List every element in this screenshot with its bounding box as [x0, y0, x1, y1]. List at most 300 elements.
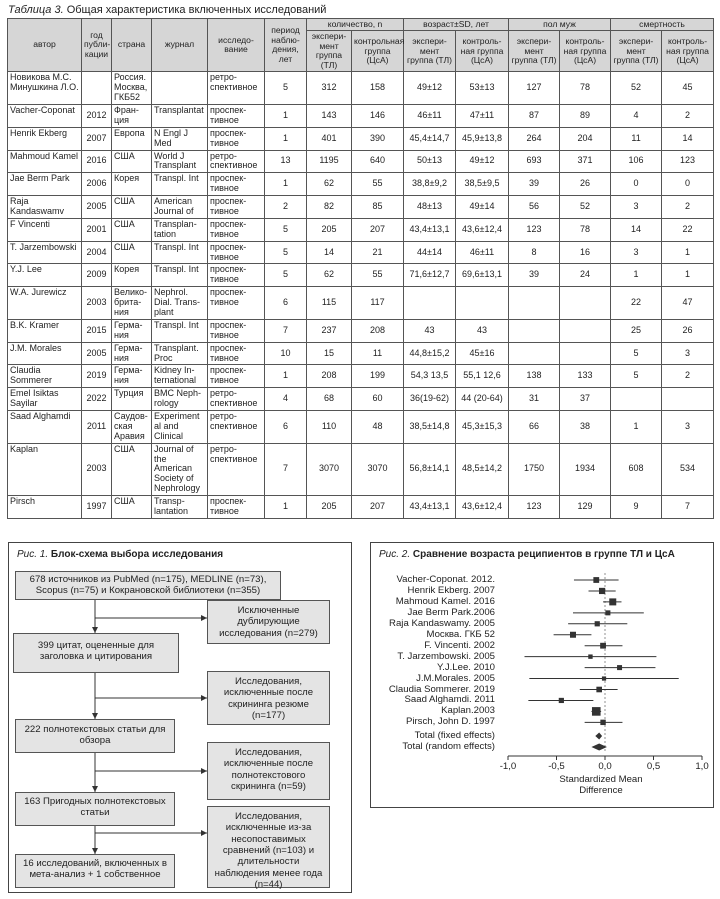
cell-mort-exp	[611, 388, 662, 411]
cell-study: проспективное	[208, 218, 265, 241]
cell-male-ctrl: 52	[560, 196, 611, 219]
cell-author: Jae Berm Park	[8, 173, 82, 196]
cell-year: 2005	[82, 196, 112, 219]
cell-country: Россия. Москва, ГКБ52	[112, 72, 152, 105]
cell-n-exp: 205	[307, 218, 352, 241]
forest-plot-figure	[370, 542, 714, 808]
cell-period: 6	[265, 287, 307, 320]
cell-country: США	[112, 496, 152, 519]
cell-n-exp: 208	[307, 365, 352, 388]
cell-mort-ctrl: 534	[662, 443, 714, 495]
cell-male-ctrl: 26	[560, 173, 611, 196]
cell-period: 10	[265, 342, 307, 365]
cell-author: Новикова М.С. Минушкина Л.О.	[8, 72, 82, 105]
cell-male-exp	[509, 342, 560, 365]
cell-study: проспективное	[208, 496, 265, 519]
cell-country: США	[112, 443, 152, 495]
cell-mort-ctrl: 3	[662, 410, 714, 443]
table-row	[8, 410, 714, 443]
cell-male-ctrl: 38	[560, 410, 611, 443]
cell-age-exp: 45,4±14,7	[404, 127, 456, 150]
cell-study: ретроспективное	[208, 388, 265, 411]
cell-period: 5	[265, 241, 307, 264]
cell-year: 2001	[82, 218, 112, 241]
cell-age-exp: 38,8±9,2	[404, 173, 456, 196]
header-author: автор	[8, 19, 82, 72]
cell-male-ctrl: 24	[560, 264, 611, 287]
cell-country: Турция	[112, 388, 152, 411]
effect-square	[595, 621, 600, 626]
cell-author: J.M. Morales	[8, 342, 82, 365]
total-random-label: Total (random effects)	[402, 741, 495, 752]
cell-journal: Kidney International	[152, 365, 208, 388]
cell-journal: Nephrol. Dial. Transplant	[152, 287, 208, 320]
cell-n-ctrl: 55	[352, 173, 404, 196]
table-caption-label: Таблица 3.	[8, 4, 64, 16]
table-row	[8, 72, 714, 105]
table-row	[8, 196, 714, 219]
cell-country: Великобритания	[112, 287, 152, 320]
cell-mort-exp: 1	[611, 410, 662, 443]
table-row	[8, 218, 714, 241]
cell-age-ctrl: 46±11	[456, 241, 509, 264]
cell-mort-ctrl: 123	[662, 150, 714, 173]
cell-study: проспективное	[208, 264, 265, 287]
cell-year: 2015	[82, 319, 112, 342]
cell-male-ctrl	[560, 287, 611, 320]
cell-period: 7	[265, 319, 307, 342]
total-fixed-label: Total (fixed effects)	[414, 730, 495, 741]
cell-age-exp: 38,5±14,8	[404, 410, 456, 443]
cell-period: 1	[265, 104, 307, 127]
cell-journal: Transplantation	[152, 218, 208, 241]
cell-male-exp: 8	[509, 241, 560, 264]
header-male-exp: эксперимент группа (ТЛ)	[509, 31, 560, 72]
cell-n-ctrl: 207	[352, 218, 404, 241]
cell-age-ctrl: 45±16	[456, 342, 509, 365]
cell-age-ctrl: 43,6±12,4	[456, 496, 509, 519]
cell-journal: Transplant. Proc	[152, 342, 208, 365]
cell-n-ctrl: 85	[352, 196, 404, 219]
study-label: Raja Kandaswamy. 2005	[389, 617, 495, 629]
study-label: Saad Alghamdi. 2011	[404, 694, 495, 706]
cell-male-exp	[509, 287, 560, 320]
cell-n-exp: 62	[307, 173, 352, 196]
cell-n-exp: 82	[307, 196, 352, 219]
forest-plot	[371, 543, 715, 809]
cell-mort-ctrl: 45	[662, 72, 714, 105]
cell-author: Vacher-Coponat	[8, 104, 82, 127]
cell-n-exp: 237	[307, 319, 352, 342]
flow-box-included: 16 исследований, включенных в мета-анализ + 1 собственное	[15, 854, 175, 888]
cell-mort-exp: 9	[611, 496, 662, 519]
cell-age-exp: 43,4±13,1	[404, 496, 456, 519]
cell-period: 5	[265, 72, 307, 105]
cell-age-ctrl: 53±13	[456, 72, 509, 105]
study-label: Москва. ГКБ 52	[426, 628, 495, 640]
cell-n-ctrl: 3070	[352, 443, 404, 495]
cell-male-ctrl: 89	[560, 104, 611, 127]
cell-year: 2007	[82, 127, 112, 150]
flow-box-fulltext-review: 222 полнотекстовых статьи для обзора	[15, 719, 175, 753]
cell-author: Y.J. Lee	[8, 264, 82, 287]
study-label: Kaplan.2003	[441, 705, 495, 717]
cell-mort-ctrl: 0	[662, 173, 714, 196]
cell-journal: Transplantation	[152, 496, 208, 519]
cell-author: Kaplan	[8, 443, 82, 495]
effect-square	[588, 654, 592, 658]
effect-square	[617, 665, 622, 670]
cell-study: проспективное	[208, 287, 265, 320]
cell-n-exp: 68	[307, 388, 352, 411]
cell-year: 2012	[82, 104, 112, 127]
cell-study: ретроспективное	[208, 150, 265, 173]
cell-age-ctrl: 69,6±13,1	[456, 264, 509, 287]
study-label: J.M.Morales. 2005	[416, 672, 495, 684]
cell-male-ctrl: 204	[560, 127, 611, 150]
cell-n-exp: 1195	[307, 150, 352, 173]
table-row	[8, 241, 714, 264]
header-count-ctrl: контрольная группа (ЦсА)	[352, 31, 404, 72]
cell-period: 13	[265, 150, 307, 173]
cell-age-ctrl: 44 (20-64)	[456, 388, 509, 411]
cell-age-exp	[404, 287, 456, 320]
cell-country: Германия	[112, 365, 152, 388]
cell-age-ctrl: 48,5±14,2	[456, 443, 509, 495]
effect-square	[592, 707, 601, 716]
cell-year: 2016	[82, 150, 112, 173]
header-male-ctrl: контрольная группа (ЦсА)	[560, 31, 611, 72]
table-caption-text: Общая характеристика включенных исследований	[66, 4, 327, 16]
study-label: F. Vincenti. 2002	[424, 639, 495, 651]
effect-square	[596, 687, 602, 693]
cell-mort-exp: 106	[611, 150, 662, 173]
cell-mort-exp: 11	[611, 127, 662, 150]
study-label: Vacher-Coponat. 2012.	[396, 574, 495, 585]
cell-male-exp: 127	[509, 72, 560, 105]
cell-period: 5	[265, 218, 307, 241]
study-label: Jae Berm Park.2006	[407, 606, 495, 618]
header-mort-ctrl: контрольная группа (ЦсА)	[662, 31, 714, 72]
cell-age-ctrl: 55,1 12,6	[456, 365, 509, 388]
table-row	[8, 388, 714, 411]
cell-period: 1	[265, 127, 307, 150]
cell-country: США	[112, 218, 152, 241]
cell-male-exp: 87	[509, 104, 560, 127]
cell-journal: Transpl. Int	[152, 241, 208, 264]
study-label: T. Jarzembowski. 2005	[397, 650, 495, 662]
effect-square	[593, 577, 599, 583]
cell-n-exp: 115	[307, 287, 352, 320]
flow-box-citations: 399 цитат, оцененные для заголовка и цитирования	[13, 633, 179, 673]
forest-plot-title-text: Сравнение возраста реципиентов в группе ТЛ и ЦсА	[412, 549, 675, 560]
cell-male-exp: 66	[509, 410, 560, 443]
cell-year: 2022	[82, 388, 112, 411]
cell-country: Корея	[112, 264, 152, 287]
cell-n-ctrl: 640	[352, 150, 404, 173]
cell-year: 2003	[82, 443, 112, 495]
cell-study: ретроспективное	[208, 443, 265, 495]
cell-age-ctrl	[456, 287, 509, 320]
cell-author: Claudia Sommerer	[8, 365, 82, 388]
header-age-exp: эксперимент группа (ТЛ)	[404, 31, 456, 72]
cell-age-exp: 48±13	[404, 196, 456, 219]
table-row	[8, 443, 714, 495]
cell-country: Корея	[112, 173, 152, 196]
cell-male-exp: 39	[509, 173, 560, 196]
cell-period: 7	[265, 443, 307, 495]
cell-study: ретроспективное	[208, 72, 265, 105]
cell-year: 2009	[82, 264, 112, 287]
cell-study: проспективное	[208, 173, 265, 196]
cell-age-ctrl: 49±12	[456, 150, 509, 173]
table-row	[8, 496, 714, 519]
flowchart-title-text: Блок-схема выбора исследования	[50, 549, 224, 560]
cell-mort-exp: 5	[611, 365, 662, 388]
table-row	[8, 173, 714, 196]
cell-journal: Transpl. Int	[152, 319, 208, 342]
cell-male-exp: 56	[509, 196, 560, 219]
cell-country: США	[112, 150, 152, 173]
forest-plot-label: Рис. 2.	[379, 549, 411, 560]
flowchart-label: Рис. 1.	[17, 549, 49, 560]
cell-male-ctrl: 129	[560, 496, 611, 519]
table-row	[8, 365, 714, 388]
table-row	[8, 150, 714, 173]
cell-age-exp: 54,3 13,5	[404, 365, 456, 388]
effect-square	[600, 643, 606, 649]
header-male: пол муж	[509, 19, 611, 31]
cell-age-ctrl: 43	[456, 319, 509, 342]
cell-country: Саудовская Аравия	[112, 410, 152, 443]
header-mort-exp: эксперимент группа (ТЛ)	[611, 31, 662, 72]
table-row	[8, 342, 714, 365]
cell-mort-ctrl: 3	[662, 342, 714, 365]
cell-study: ретроспективное	[208, 410, 265, 443]
cell-male-ctrl: 371	[560, 150, 611, 173]
flow-side-abstract-screening: Исследования, исключенные после скрининга резюме (n=177)	[207, 671, 330, 725]
cell-age-exp: 71,6±12,7	[404, 264, 456, 287]
cell-mort-exp: 3	[611, 241, 662, 264]
cell-age-ctrl: 45,3±15,3	[456, 410, 509, 443]
cell-n-ctrl: 21	[352, 241, 404, 264]
cell-n-ctrl: 207	[352, 496, 404, 519]
cell-mort-ctrl: 47	[662, 287, 714, 320]
table-row	[8, 264, 714, 287]
cell-study: проспективное	[208, 241, 265, 264]
cell-author: Raja Kandaswamv	[8, 196, 82, 219]
studies-table	[7, 18, 714, 519]
cell-age-exp: 49±12	[404, 72, 456, 105]
cell-journal: N Engl J Med	[152, 127, 208, 150]
effect-square	[602, 676, 606, 680]
cell-author: T. Jarzembowski	[8, 241, 82, 264]
x-tick-label: 0,0	[598, 761, 612, 772]
cell-author: Henrik Ekberg	[8, 127, 82, 150]
cell-year: 2006	[82, 173, 112, 196]
study-label: Pirsch, John D. 1997	[405, 716, 495, 728]
cell-male-ctrl: 16	[560, 241, 611, 264]
cell-period: 6	[265, 410, 307, 443]
cell-mort-ctrl: 2	[662, 104, 714, 127]
cell-author: F Vincenti	[8, 218, 82, 241]
flow-side-fulltext-screening: Исследования, исключенные после полнотекстового скрининга (n=59)	[207, 742, 330, 800]
cell-male-ctrl	[560, 319, 611, 342]
cell-n-ctrl: 199	[352, 365, 404, 388]
cell-n-ctrl: 48	[352, 410, 404, 443]
header-age-ctrl: контрольная группа (ЦсА)	[456, 31, 509, 72]
cell-study: проспективное	[208, 104, 265, 127]
cell-mort-exp: 0	[611, 173, 662, 196]
cell-country: США	[112, 196, 152, 219]
cell-n-ctrl: 390	[352, 127, 404, 150]
cell-n-ctrl: 158	[352, 72, 404, 105]
table-row	[8, 319, 714, 342]
header-country: страна	[112, 19, 152, 72]
x-tick-label: -0,5	[548, 761, 565, 772]
cell-country: Германия	[112, 319, 152, 342]
cell-male-exp: 1750	[509, 443, 560, 495]
cell-age-exp: 44±14	[404, 241, 456, 264]
effect-square	[605, 610, 610, 615]
cell-journal: Transpl. Int	[152, 264, 208, 287]
cell-male-ctrl	[560, 342, 611, 365]
cell-period: 1	[265, 496, 307, 519]
cell-study: проспективное	[208, 342, 265, 365]
effect-square	[599, 588, 605, 594]
cell-age-exp: 36(19-62)	[404, 388, 456, 411]
cell-age-ctrl: 43,6±12,4	[456, 218, 509, 241]
cell-mort-exp: 52	[611, 72, 662, 105]
cell-mort-ctrl: 26	[662, 319, 714, 342]
cell-age-ctrl: 49±14	[456, 196, 509, 219]
cell-journal: American Journal of	[152, 196, 208, 219]
header-age: возраст±SD, лет	[404, 19, 509, 31]
cell-male-exp: 39	[509, 264, 560, 287]
cell-male-exp: 123	[509, 218, 560, 241]
cell-age-exp: 43	[404, 319, 456, 342]
study-label: Claudia Sommerer. 2019	[388, 683, 495, 695]
cell-author: B.K. Kramer	[8, 319, 82, 342]
cell-n-ctrl: 146	[352, 104, 404, 127]
table-row	[8, 127, 714, 150]
cell-country: Европа	[112, 127, 152, 150]
cell-author: W.A. Jurewicz	[8, 287, 82, 320]
cell-n-ctrl: 117	[352, 287, 404, 320]
cell-n-ctrl: 55	[352, 264, 404, 287]
cell-male-exp: 31	[509, 388, 560, 411]
flowchart-figure	[8, 542, 352, 893]
cell-study: проспективное	[208, 127, 265, 150]
effect-square	[609, 598, 616, 605]
cell-n-ctrl: 11	[352, 342, 404, 365]
cell-country: Германия	[112, 342, 152, 365]
cell-male-exp: 693	[509, 150, 560, 173]
cell-period: 4	[265, 388, 307, 411]
cell-male-exp: 264	[509, 127, 560, 150]
cell-age-exp: 50±13	[404, 150, 456, 173]
cell-n-exp: 312	[307, 72, 352, 105]
cell-journal: World J Transplant	[152, 150, 208, 173]
cell-male-exp: 123	[509, 496, 560, 519]
header-mortality: смертность	[611, 19, 714, 31]
x-axis-label: Standardized Mean Difference	[559, 774, 643, 796]
flow-box-eligible: 163 Пригодных полнотекстовых статьи	[15, 792, 175, 826]
cell-n-exp: 14	[307, 241, 352, 264]
cell-journal: Journal of the American Society of Nephrology	[152, 443, 208, 495]
cell-n-exp: 3070	[307, 443, 352, 495]
cell-author: Mahmoud Kamel	[8, 150, 82, 173]
flow-side-incomparable: Исследования, исключенные из-за несопоставимых сравнений (n=103) и длительности наблюдения менее года (n=44)	[207, 806, 330, 888]
cell-male-ctrl: 78	[560, 218, 611, 241]
cell-n-ctrl: 208	[352, 319, 404, 342]
study-label: Henrik Ekberg. 2007	[407, 584, 495, 596]
header-count: количество, n	[307, 19, 404, 31]
cell-male-ctrl: 133	[560, 365, 611, 388]
cell-year: 1997	[82, 496, 112, 519]
cell-mort-exp: 5	[611, 342, 662, 365]
cell-mort-exp: 608	[611, 443, 662, 495]
x-tick-label: 0,5	[646, 761, 661, 772]
total-fixed-diamond	[595, 733, 602, 740]
cell-study: проспективное	[208, 196, 265, 219]
cell-mort-ctrl: 2	[662, 365, 714, 388]
cell-journal: Experiment al and Clinical	[152, 410, 208, 443]
cell-age-exp: 46±11	[404, 104, 456, 127]
cell-country: США	[112, 241, 152, 264]
cell-age-exp: 43,4±13,1	[404, 218, 456, 241]
study-label: Y.J.Lee. 2010	[437, 661, 495, 673]
flow-box-sources: 678 источников из PubMed (n=175), MEDLINE (n=73), Scopus (n=75) и Кокрановской библиотеки (n=355)	[15, 571, 281, 600]
header-journal: журнал	[152, 19, 208, 72]
cell-n-exp: 62	[307, 264, 352, 287]
cell-age-ctrl: 45,9±13,8	[456, 127, 509, 150]
cell-male-exp	[509, 319, 560, 342]
cell-mort-ctrl: 1	[662, 241, 714, 264]
cell-author: Emel Isiktas Sayilar	[8, 388, 82, 411]
cell-year: 2005	[82, 342, 112, 365]
cell-n-exp: 110	[307, 410, 352, 443]
cell-male-ctrl: 1934	[560, 443, 611, 495]
cell-mort-exp: 3	[611, 196, 662, 219]
header-year: год публикации	[82, 19, 112, 72]
cell-journal: Transpl. Int	[152, 173, 208, 196]
header-count-exp: эксперимент группа (ТЛ)	[307, 31, 352, 72]
cell-age-exp: 44,8±15,2	[404, 342, 456, 365]
cell-period: 2	[265, 196, 307, 219]
cell-year: 2004	[82, 241, 112, 264]
table-body	[8, 72, 714, 519]
cell-mort-ctrl	[662, 388, 714, 411]
cell-mort-ctrl: 1	[662, 264, 714, 287]
table-row	[8, 287, 714, 320]
cell-period: 1	[265, 173, 307, 196]
flow-side-duplicates: Исключенные дублирующие исследования (n=279)	[207, 600, 330, 644]
cell-male-exp: 138	[509, 365, 560, 388]
effect-square	[600, 720, 605, 725]
cell-author: Saad Alghamdi	[8, 410, 82, 443]
cell-mort-exp: 22	[611, 287, 662, 320]
cell-author: Pirsch	[8, 496, 82, 519]
cell-mort-ctrl: 2	[662, 196, 714, 219]
cell-n-exp: 401	[307, 127, 352, 150]
cell-period: 5	[265, 264, 307, 287]
cell-journal	[152, 72, 208, 105]
cell-mort-ctrl: 7	[662, 496, 714, 519]
header-study: исследование	[208, 19, 265, 72]
cell-study: проспективное	[208, 319, 265, 342]
cell-male-ctrl: 37	[560, 388, 611, 411]
